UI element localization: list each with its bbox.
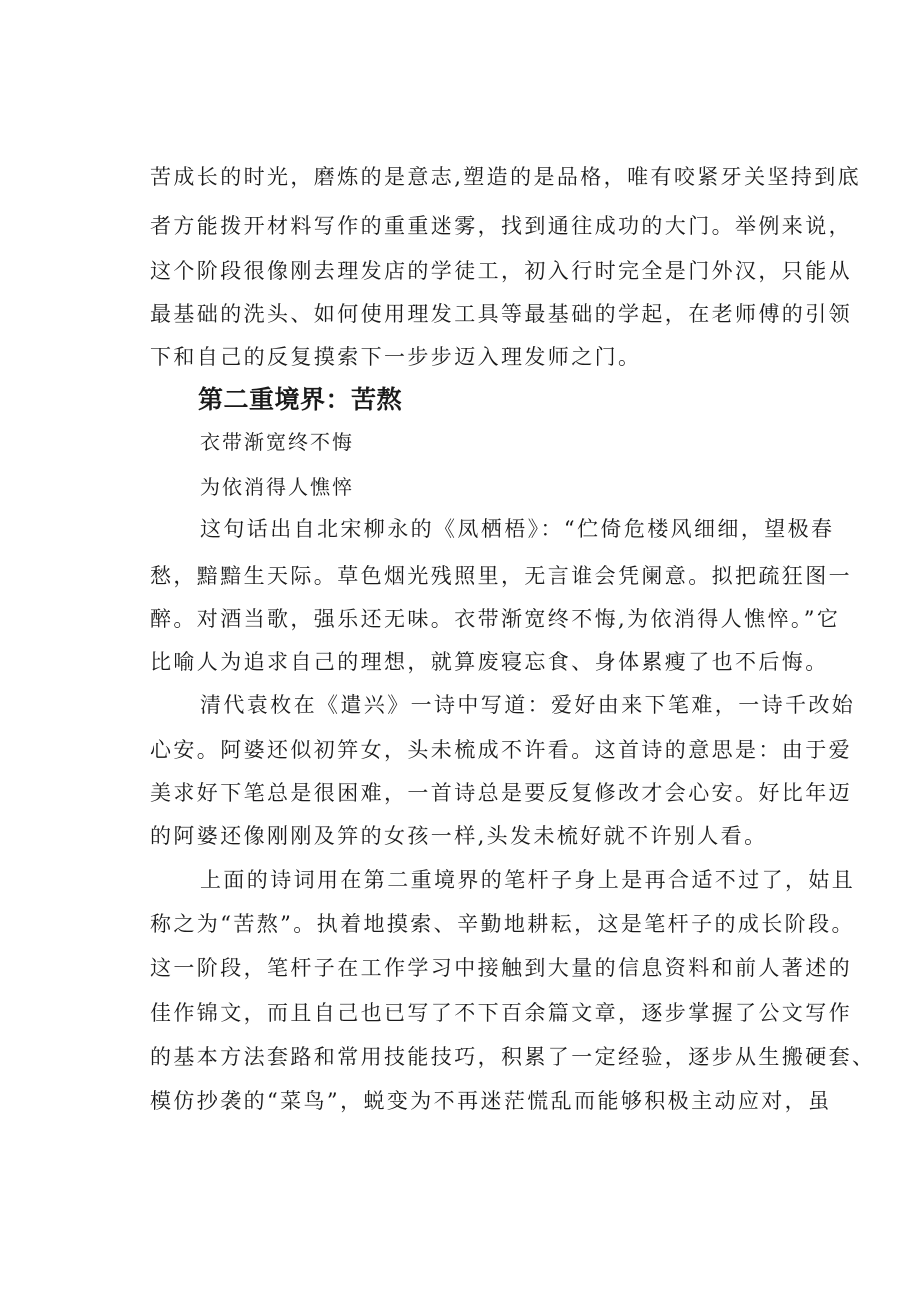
paragraph-4-line-3: 这一阶段，笔杆子在工作学习中接触到大量的信息资料和前人著述的 — [150, 956, 852, 980]
paragraph-4-line-6: 模仿抄袭的“菜鸟”，蜕变为不再迷茫慌乱而能够积极主动应对，虽 — [150, 1089, 832, 1113]
paragraph-4-line-5: 的基本方法套路和常用技能技巧，积累了一定经验，逐步从生搬硬套、 — [150, 1045, 876, 1069]
paragraph-2-line-3: 醉。对酒当歌，强乐还无味。衣带渐宽终不悔,为依消得人憔悴。”它 — [150, 607, 841, 631]
section-heading: 第二重境界：苦熬 — [198, 385, 403, 414]
paragraph-3-line-4: 的阿婆还像刚刚及笄的女孩一样,头发未梳好就不许别人看。 — [150, 824, 768, 848]
paragraph-1-line-3: 这个阶段很像刚去理发店的学徒工，初入行时完全是门外汉，只能从 — [150, 259, 852, 283]
paragraph-3-line-3: 美求好下笔总是很困难，一首诗总是要反复修改才会心安。好比年迈 — [150, 781, 852, 805]
paragraph-1-line-2: 者方能拨开材料写作的重重迷雾，找到通往成功的大门。举例来说， — [150, 214, 852, 238]
paragraph-3-line-1: 清代袁枚在《遣兴》一诗中写道：爱好由来下笔难，一诗千改始 — [200, 693, 856, 717]
paragraph-4-line-4: 佳作锦文，而且自己也已写了不下百余篇文章，逐步掌握了公文写作 — [150, 1001, 852, 1025]
verse-line-2: 为依消得人憔悴 — [200, 475, 354, 499]
paragraph-1-line-5: 下和自己的反复摸索下一步步迈入理发师之门。 — [150, 345, 642, 369]
paragraph-2-line-2: 愁，黯黯生天际。草色烟光残照里，无言谁会凭阑意。拟把疏狂图一 — [150, 564, 852, 588]
paragraph-4-line-2: 称之为“苦熬”。执着地摸索、辛勤地耕耘，这是笔杆子的成长阶段。 — [150, 912, 855, 936]
paragraph-1-line-1: 苦成长的时光，磨炼的是意志,塑造的是品格，唯有咬紧牙关坚持到底 — [150, 165, 862, 189]
paragraph-4-line-1: 上面的诗词用在第二重境界的笔杆子身上是再合适不过了，姑且 — [200, 868, 856, 892]
paragraph-2-line-4: 比喻人为追求自己的理想，就算废寝忘食、身体累瘦了也不后悔。 — [150, 650, 829, 674]
paragraph-1-line-4: 最基础的洗头、如何使用理发工具等最基础的学起，在老师傅的引领 — [150, 302, 852, 326]
paragraph-3-line-2: 心安。阿婆还似初笄女，头未梳成不许看。这首诗的意思是：由于爱 — [150, 738, 852, 762]
verse-line-1: 衣带渐宽终不悔 — [200, 430, 354, 454]
paragraph-2-line-1: 这句话出自北宋柳永的《凤栖梧》：“伫倚危楼风细细，望极春 — [200, 517, 835, 541]
